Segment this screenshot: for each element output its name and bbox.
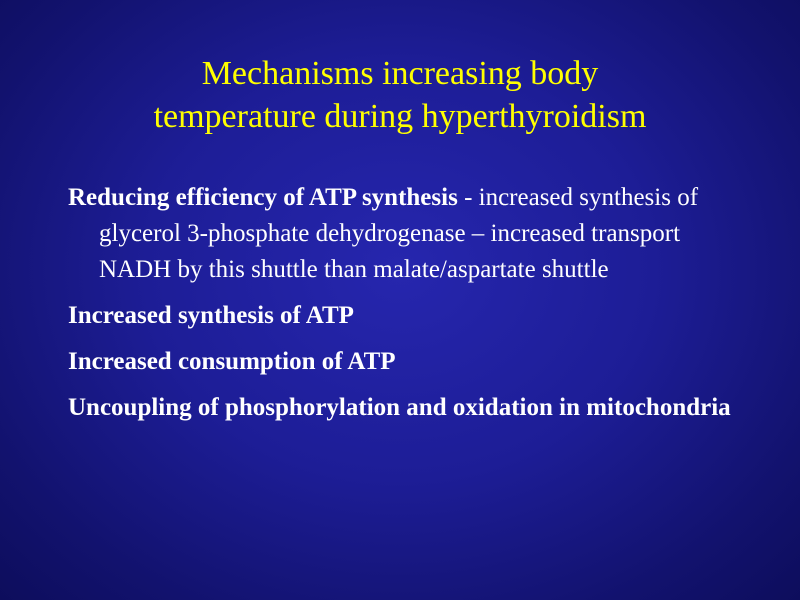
slide-title	[40, 52, 760, 138]
bullet-item-atp-consumption	[68, 344, 748, 380]
bullet-bold-text: Increased synthesis of ATP	[68, 302, 354, 329]
slide-title-line-1: Mechanisms increasing body	[201, 55, 599, 92]
bullet-item-uncoupling	[68, 390, 748, 426]
bullet-item-atp-synthesis	[68, 298, 748, 334]
bullet-list	[68, 180, 748, 436]
bullet-bold-text: Uncoupling of phosphorylation and oxidation in mitochondria	[68, 394, 731, 421]
bullet-item-atp-efficiency	[68, 180, 748, 288]
bullet-bold-text: Reducing efficiency of ATP synthesis	[68, 184, 458, 211]
bullet-detail-text: - increased synthesis of glycerol 3-phosphate dehydrogenase – increased transport NADH by this shuttle than malate/aspartate shuttle	[99, 184, 699, 283]
bullet-bold-text: Increased consumption of ATP	[68, 348, 396, 375]
slide-title-line-2: temperature during hyperthyroidism	[153, 98, 647, 135]
